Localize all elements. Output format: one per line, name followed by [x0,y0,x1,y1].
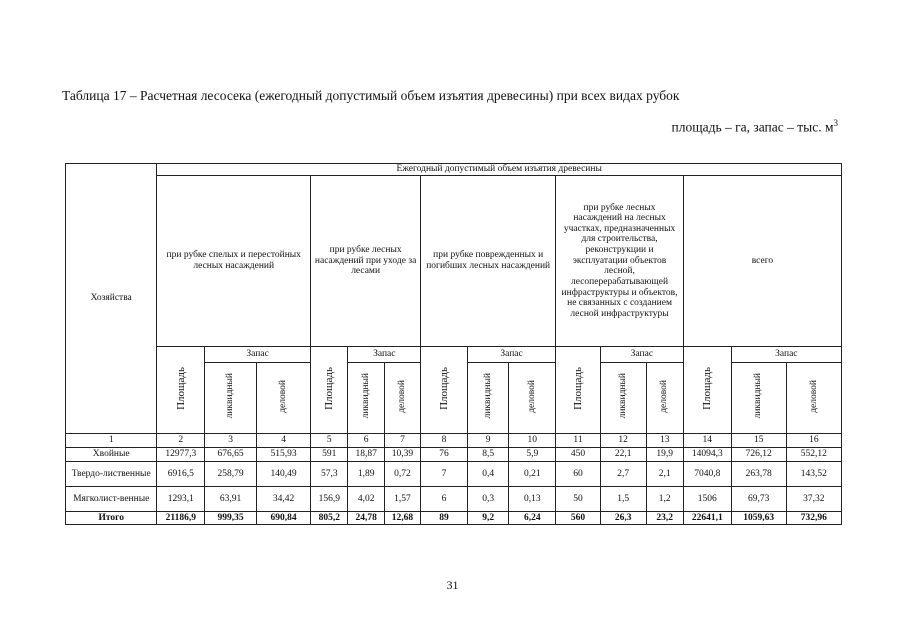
table-cell: 0,21 [509,462,556,487]
stock-header: Запас [600,347,683,363]
business-header: деловой [786,363,841,434]
table-cell: 1,2 [646,487,683,512]
table-row [66,462,842,487]
table-cell: 23,2 [646,512,683,525]
group-header: всего [683,176,841,347]
column-number: 13 [646,434,683,448]
table-caption: Таблица 17 – Расчетная лесосека (ежегодный допустимый объем изъятия древесины) при всех видах рубок [62,88,680,103]
page-number: 31 [446,578,459,592]
column-number: 4 [257,434,311,448]
liquid-header: ликвидный [467,363,509,434]
group-header: при рубке лесных насаждений на лесных участках, предназначенных для строительства, реконструкции и эксплуатации объектов лесной, лесоперерабатывающей инфраструктуры и объектов, не связанных с созданием лесной инфраструктуры [556,176,684,347]
group-header-row [66,176,842,347]
area-header: Площадь [157,347,205,434]
column-number: 7 [384,434,420,448]
liquid-header: ликвидный [600,363,646,434]
table-cell: 552,12 [786,448,841,462]
table-cell: 591 [311,448,348,462]
table-cell: 14094,3 [683,448,731,462]
units-note [671,118,838,136]
total-row [66,512,842,525]
table-cell: 24,78 [348,512,384,525]
table-cell: 76 [421,448,468,462]
table-cell: 1,57 [384,487,420,512]
table-cell: 18,87 [348,448,384,462]
table-cell: 5,9 [509,448,556,462]
table-cell: 12977,3 [157,448,205,462]
table-cell: 34,42 [257,487,311,512]
table-cell: 560 [556,512,601,525]
area-header: Площадь [683,347,731,434]
business-header: деловой [257,363,311,434]
stock-header: Запас [205,347,311,363]
table-cell: 1,5 [600,487,646,512]
table-cell: 732,96 [786,512,841,525]
liquid-header: ликвидный [731,363,786,434]
column-number: 12 [600,434,646,448]
table-cell: 1506 [683,487,731,512]
table-cell: 10,39 [384,448,420,462]
row-header: Итого [66,512,157,525]
table-cell: 12,68 [384,512,420,525]
table-cell: 515,93 [257,448,311,462]
column-number: 2 [157,434,205,448]
table-cell: 6,24 [509,512,556,525]
business-header: деловой [646,363,683,434]
column-number: 10 [509,434,556,448]
top-header: Ежегодный допустимый объем изъятия древесины [157,164,842,176]
table-cell: 89 [421,512,468,525]
row-header: Твердо-лиственные [66,462,157,487]
table-cell: 7 [421,462,468,487]
liquid-header: ликвидный [205,363,257,434]
column-number: 16 [786,434,841,448]
table-cell: 26,3 [600,512,646,525]
table-cell: 258,79 [205,462,257,487]
table-cell: 1,89 [348,462,384,487]
table-row [66,448,842,462]
column-number: 8 [421,434,468,448]
table-cell: 22,1 [600,448,646,462]
stock-header-row [66,347,842,363]
table-cell: 7040,8 [683,462,731,487]
table-cell: 805,2 [311,512,348,525]
group-header: при рубке спелых и перестойных лесных насаждений [157,176,311,347]
table-cell: 2,1 [646,462,683,487]
table-cell: 1293,1 [157,487,205,512]
column-number: 9 [467,434,509,448]
group-header: при рубке лесных насаждений при уходе за лесами [311,176,421,347]
column-number: 15 [731,434,786,448]
corner-header: Хозяйства [66,164,157,434]
table-cell: 140,49 [257,462,311,487]
table-cell: 676,65 [205,448,257,462]
business-header: деловой [509,363,556,434]
table-cell: 69,73 [731,487,786,512]
table-cell: 22641,1 [683,512,731,525]
business-header: деловой [384,363,420,434]
table-cell: 63,91 [205,487,257,512]
table-cell: 6916,5 [157,462,205,487]
table-cell: 726,12 [731,448,786,462]
stock-header: Запас [731,347,841,363]
row-header: Мягколист-венные [66,487,157,512]
column-number-row [66,434,842,448]
table-cell: 4,02 [348,487,384,512]
table-cell: 156,9 [311,487,348,512]
table-cell: 690,84 [257,512,311,525]
liquid-header: ликвидный [348,363,384,434]
allowable-cut-table [65,163,842,525]
table-cell: 1059,63 [731,512,786,525]
table-cell: 6 [421,487,468,512]
table-cell: 8,5 [467,448,509,462]
stock-header: Запас [348,347,421,363]
column-number: 5 [311,434,348,448]
table-cell: 143,52 [786,462,841,487]
table-cell: 19,9 [646,448,683,462]
table-row [66,487,842,512]
table-cell: 50 [556,487,601,512]
table-cell: 9,2 [467,512,509,525]
table-cell: 0,4 [467,462,509,487]
table-cell: 37,32 [786,487,841,512]
units-text: площадь – га, запас – тыс. м [671,119,834,135]
table-cell: 60 [556,462,601,487]
table-cell: 0,72 [384,462,420,487]
table-cell: 2,7 [600,462,646,487]
units-superscript: 3 [833,118,838,128]
area-header: Площадь [556,347,601,434]
table-cell: 21186,9 [157,512,205,525]
table-cell: 999,35 [205,512,257,525]
table-cell: 0,3 [467,487,509,512]
stock-header: Запас [467,347,555,363]
area-header: Площадь [421,347,468,434]
column-number: 3 [205,434,257,448]
table-cell: 57,3 [311,462,348,487]
column-number: 1 [66,434,157,448]
table-cell: 263,78 [731,462,786,487]
table-cell: 450 [556,448,601,462]
column-number: 14 [683,434,731,448]
column-number: 11 [556,434,601,448]
group-header: при рубке поврежденных и погибших лесных насаждений [421,176,556,347]
area-header: Площадь [311,347,348,434]
row-header: Хвойные [66,448,157,462]
column-number: 6 [348,434,384,448]
table-cell: 0,13 [509,487,556,512]
